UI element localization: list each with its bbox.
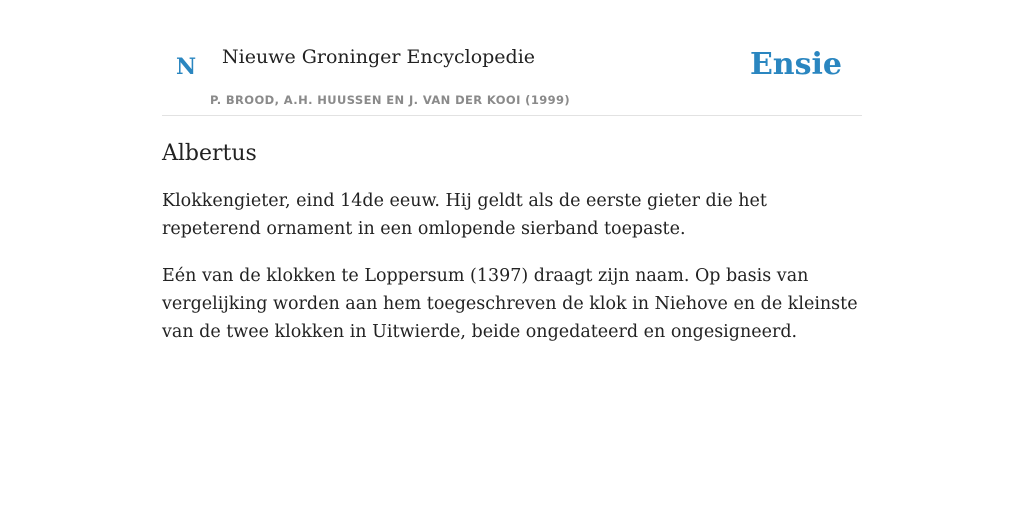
book-header [162, 0, 862, 116]
page-container [162, 0, 862, 365]
entry-title: Albertus [162, 141, 257, 166]
book-authors: P. BROOD, A.H. HUUSSEN EN J. VAN DER KOOI (1999) [210, 93, 571, 107]
entry-main [162, 140, 862, 346]
book-badge-link[interactable]: N [176, 54, 197, 80]
book-title-link[interactable]: Nieuwe Groninger Encyclopedie [222, 46, 536, 68]
ensie-logo-link[interactable]: Ensie [749, 47, 842, 82]
entry-paragraph: Klokkengieter, eind 14de eeuw. Hij geldt als de eerste gieter die het repeterend ornament in een omlopende sierband toepaste. [162, 190, 767, 239]
entry-body [162, 187, 862, 346]
entry-paragraph: Eén van de klokken te Loppersum (1397) draagt zijn naam. Op basis van vergelijking worden aan hem toegeschreven de klok in Niehove en de kleinste van de twee klokken in Uitwierde, beide ongedateerd en ongesigneerd. [162, 265, 858, 342]
